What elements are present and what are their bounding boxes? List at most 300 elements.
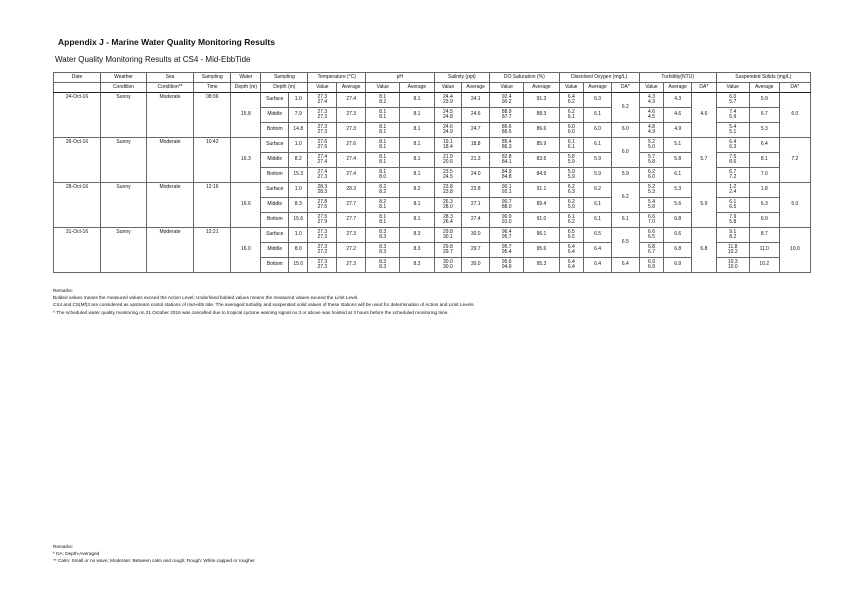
salinity-value-reading: 23.5 — [443, 168, 453, 175]
footer-remarks-line: * DA: Depth-Averaged — [53, 551, 100, 557]
temperature-value-reading: 27.3 — [317, 264, 328, 270]
dissolved-oxygen-value — [559, 228, 584, 243]
suspended-solids-value-reading: 9.1 — [729, 228, 737, 235]
turbidity-value-reading: 5.8 — [648, 159, 655, 165]
do-saturation-value-reading: 90.1 — [501, 183, 512, 190]
temperature-value-reading: 27.3 — [317, 93, 328, 100]
do-saturation-average: 95.3 — [524, 258, 559, 273]
sampling-level-label: Middle — [261, 108, 289, 123]
turbidity-value — [639, 168, 664, 183]
sampling-level-label: Surface — [261, 228, 289, 243]
ph-value — [366, 243, 400, 258]
dissolved-oxygen-average: 6.3 — [584, 93, 612, 108]
temperature-value — [308, 228, 337, 243]
ph-average: 8.1 — [400, 108, 434, 123]
dissolved-oxygen-average: 6.0 — [584, 123, 612, 138]
suspended-solids-value — [716, 93, 749, 108]
do-saturation-value-reading: 95.4 — [501, 249, 512, 255]
do-saturation-average: 96.1 — [524, 228, 559, 243]
turbidity-average: 5.3 — [664, 183, 692, 198]
water-depth-cell: 16.0 — [231, 228, 261, 273]
do-saturation-value-reading: 94.9 — [501, 264, 512, 270]
temperature-value — [308, 243, 337, 258]
do-saturation-average: 89.4 — [524, 198, 559, 213]
do-saturation-average: 84.9 — [524, 168, 559, 183]
ph-value-reading: 8.1 — [379, 129, 387, 135]
dissolved-oxygen-value-reading: 5.9 — [567, 168, 575, 175]
salinity-value-reading: 24.6 — [443, 123, 453, 130]
do-saturation-value — [490, 228, 524, 243]
salinity-value — [434, 198, 462, 213]
header-subcolumn: Value — [366, 83, 400, 93]
temperature-value-reading: 27.6 — [317, 138, 328, 145]
ph-average: 8.1 — [400, 138, 434, 153]
turbidity-da: 5.7 — [692, 138, 717, 183]
turbidity-value-reading: 6.8 — [648, 243, 655, 250]
temperature-value-reading: 27.8 — [317, 198, 328, 205]
do-saturation-average: 85.9 — [524, 138, 559, 153]
do-saturation-value-reading: 82.8 — [501, 153, 512, 160]
turbidity-average: 4.3 — [664, 93, 692, 108]
ph-value-reading: 8.3 — [379, 258, 387, 265]
dissolved-oxygen-average: 6.2 — [584, 183, 612, 198]
suspended-solids-value — [716, 228, 749, 243]
ph-value — [366, 108, 400, 123]
do-saturation-average: 86.6 — [524, 123, 559, 138]
sampling-level-label: Middle — [261, 198, 289, 213]
turbidity-da: 5.9 — [692, 183, 717, 228]
do-saturation-value — [490, 198, 524, 213]
header-subcolumn: DA* — [611, 83, 639, 93]
sea-condition-cell: Moderate — [147, 138, 194, 183]
temperature-value-reading: 27.3 — [317, 108, 328, 115]
temperature-value-reading: 27.3 — [317, 234, 328, 240]
do-saturation-value-reading: 92.4 — [501, 93, 512, 100]
turbidity-value-reading: 5.0 — [648, 144, 655, 150]
suspended-solids-value — [716, 213, 749, 228]
suspended-solids-value-reading: 10.2 — [727, 249, 738, 255]
ph-value — [366, 213, 400, 228]
suspended-solids-average: 6.3 — [749, 198, 779, 213]
water-depth-cell: 15.8 — [231, 93, 261, 138]
do-saturation-value-reading: 86.5 — [501, 129, 512, 135]
salinity-value — [434, 213, 462, 228]
dissolved-oxygen-value — [559, 258, 584, 273]
dissolved-oxygen-value-reading: 6.2 — [567, 183, 575, 190]
ph-value — [366, 198, 400, 213]
dissolved-oxygen-da-bottom: 6.0 — [611, 123, 639, 138]
do-saturation-value-reading: 95.6 — [501, 258, 512, 265]
salinity-value-reading: 19.1 — [443, 138, 453, 145]
dissolved-oxygen-average: 5.9 — [584, 153, 612, 168]
header-row-1 — [54, 73, 811, 83]
ph-value — [366, 93, 400, 108]
dissolved-oxygen-value-reading: 6.1 — [567, 114, 575, 120]
dissolved-oxygen-value-reading: 5.8 — [567, 153, 575, 160]
ph-value-reading: 8.1 — [379, 123, 387, 130]
turbidity-value — [639, 198, 664, 213]
do-saturation-value — [490, 183, 524, 198]
temperature-value-reading: 27.5 — [317, 213, 328, 220]
suspended-solids-value-reading: 6.7 — [729, 168, 737, 175]
ph-value-reading: 8.3 — [379, 243, 387, 250]
ph-value-reading: 8.2 — [379, 99, 387, 105]
suspended-solids-value-reading: 5.4 — [729, 123, 737, 130]
ph-value-reading: 8.1 — [379, 108, 387, 115]
ph-value-reading: 8.1 — [379, 138, 387, 145]
suspended-solids-average: 6.4 — [749, 138, 779, 153]
salinity-average: 23.8 — [462, 183, 490, 198]
suspended-solids-value-reading: 10.3 — [727, 258, 738, 265]
ph-value-reading: 8.3 — [379, 264, 387, 270]
remarks-line: Bolded values means the measured values exceed the Action Level; Underlined bolded values means the measured values exceed the Limit Level. — [53, 295, 359, 301]
table-row — [54, 228, 811, 243]
temperature-value — [308, 138, 337, 153]
suspended-solids-average: 5.9 — [749, 93, 779, 108]
ph-value-reading: 8.1 — [379, 159, 387, 165]
sampling-depth-cell: 8.3 — [289, 198, 308, 213]
footer-remarks-line: ** Calm: Small or no wave; Moderate: Between calm and rough; Rough: White capped or rougher — [53, 558, 255, 564]
table-row — [54, 183, 811, 198]
salinity-value-reading: 30.1 — [443, 234, 453, 240]
do-saturation-average: 95.6 — [524, 243, 559, 258]
salinity-value-reading: 26.4 — [443, 219, 453, 225]
salinity-value-reading: 24.9 — [443, 129, 453, 135]
do-saturation-value-reading: 87.7 — [501, 114, 512, 120]
ph-value-reading: 8.1 — [379, 114, 387, 120]
salinity-average: 24.6 — [462, 108, 490, 123]
dissolved-oxygen-value-reading: 5.9 — [567, 174, 575, 180]
temperature-value-reading: 27.3 — [317, 174, 328, 180]
suspended-solids-value — [716, 153, 749, 168]
header-group: Salinity (ppt) — [434, 73, 490, 83]
turbidity-value-reading: 4.3 — [648, 93, 655, 100]
temperature-value — [308, 213, 337, 228]
table-subtitle: Water Quality Monitoring Results at CS4 - Mid-EbbTide — [55, 55, 251, 64]
sampling-level-label: Bottom — [261, 123, 289, 138]
suspended-solids-value — [716, 138, 749, 153]
suspended-solids-value-reading: 5.1 — [729, 129, 737, 135]
suspended-solids-average: 10.2 — [749, 258, 779, 273]
header-subcolumn: Average — [524, 83, 559, 93]
suspended-solids-value-reading: 5.8 — [729, 219, 737, 225]
ph-value-reading: 8.1 — [379, 168, 387, 175]
do-saturation-value-reading: 86.6 — [501, 123, 512, 130]
salinity-value-reading: 23.9 — [443, 99, 453, 105]
suspended-solids-value-reading: 6.5 — [729, 204, 737, 210]
header-subcolumn: Average — [584, 83, 612, 93]
salinity-average: 18.8 — [462, 138, 490, 153]
dissolved-oxygen-value — [559, 138, 584, 153]
turbidity-average: 6.6 — [664, 228, 692, 243]
salinity-average: 29.7 — [462, 243, 490, 258]
temperature-value — [308, 168, 337, 183]
suspended-solids-value-reading: 6.4 — [729, 138, 737, 145]
turbidity-value-reading: 5.8 — [648, 204, 655, 210]
suspended-solids-value-reading: 7.5 — [729, 153, 737, 160]
do-saturation-value-reading: 84.8 — [501, 174, 512, 180]
suspended-solids-average: 11.0 — [749, 243, 779, 258]
turbidity-value-reading: 4.5 — [648, 114, 655, 120]
do-saturation-value — [490, 243, 524, 258]
suspended-solids-value-reading: 2.4 — [729, 189, 737, 195]
dissolved-oxygen-average: 6.4 — [584, 258, 612, 273]
ph-average: 8.1 — [400, 123, 434, 138]
ph-average: 8.3 — [400, 258, 434, 273]
header-subcolumn: Value — [716, 83, 749, 93]
footer-remarks — [53, 543, 255, 565]
sampling-depth-cell: 8.0 — [289, 243, 308, 258]
sampling-time-cell: 10:42 — [194, 138, 231, 183]
water-quality-table — [53, 72, 811, 273]
temperature-average: 27.3 — [337, 108, 366, 123]
turbidity-value-reading: 6.6 — [648, 213, 655, 220]
do-saturation-value — [490, 168, 524, 183]
dissolved-oxygen-value — [559, 213, 584, 228]
dissolved-oxygen-average: 6.1 — [584, 138, 612, 153]
salinity-value — [434, 228, 462, 243]
temperature-value — [308, 123, 337, 138]
suspended-solids-value — [716, 243, 749, 258]
ph-value-reading: 8.0 — [379, 174, 387, 180]
ph-value — [366, 258, 400, 273]
salinity-value-reading: 24.4 — [443, 93, 453, 100]
header-weather-sub: Condition — [101, 83, 147, 93]
ph-value-reading: 8.2 — [379, 189, 387, 195]
dissolved-oxygen-da: 6.2 — [611, 183, 639, 213]
dissolved-oxygen-da: 6.0 — [611, 138, 639, 168]
ph-value-reading: 8.2 — [379, 198, 387, 205]
suspended-solids-average: 5.3 — [749, 123, 779, 138]
dissolved-oxygen-value-reading: 6.4 — [567, 249, 575, 255]
suspended-solids-da: 7.2 — [779, 138, 810, 183]
sea-condition-cell: Moderate — [147, 183, 194, 228]
footer-remarks-line: Remarks: — [53, 544, 74, 549]
suspended-solids-value-reading: 5.7 — [729, 99, 737, 105]
table-row — [54, 138, 811, 153]
salinity-value-reading: 26.3 — [443, 198, 453, 205]
salinity-value-reading: 18.4 — [443, 144, 453, 150]
turbidity-average: 6.9 — [664, 258, 692, 273]
page-title: Appendix J - Marine Water Quality Monitoring Results — [58, 37, 275, 47]
header-sampling-time: Sampling — [194, 73, 231, 83]
dissolved-oxygen-value-reading: 6.2 — [567, 219, 575, 225]
ph-average: 8.3 — [400, 243, 434, 258]
ph-value-reading: 8.1 — [379, 204, 387, 210]
dissolved-oxygen-value-reading: 6.2 — [567, 198, 575, 205]
dissolved-oxygen-value-reading: 6.5 — [567, 234, 575, 240]
suspended-solids-value — [716, 123, 749, 138]
temperature-value — [308, 93, 337, 108]
header-subcolumn: Value — [559, 83, 584, 93]
turbidity-value-reading: 5.4 — [648, 198, 655, 205]
dissolved-oxygen-value — [559, 183, 584, 198]
do-saturation-value — [490, 213, 524, 228]
header-subcolumn: Average — [664, 83, 692, 93]
weather-cell: Sunny — [101, 228, 147, 273]
suspended-solids-average: 7.0 — [749, 168, 779, 183]
do-saturation-value-reading: 88.0 — [501, 204, 512, 210]
date-cell: 28-Oct-16 — [54, 183, 101, 228]
suspended-solids-value — [716, 108, 749, 123]
sampling-depth-cell: 1.0 — [289, 183, 308, 198]
water-depth-cell: 16.3 — [231, 138, 261, 183]
turbidity-average: 5.8 — [664, 153, 692, 168]
header-group: Dissolved Oxygen (mg/L) — [559, 73, 639, 83]
remarks-line: Remarks: — [53, 288, 74, 293]
ph-value-reading: 8.3 — [379, 228, 387, 235]
weather-cell: Sunny — [101, 93, 147, 138]
turbidity-value — [639, 243, 664, 258]
do-saturation-value-reading: 91.0 — [501, 219, 512, 225]
header-sampling-time-sub: Time — [194, 83, 231, 93]
sampling-level-label: Middle — [261, 243, 289, 258]
dissolved-oxygen-da: 6.2 — [611, 93, 639, 123]
salinity-value-reading: 29.8 — [443, 228, 453, 235]
temperature-average: 27.2 — [337, 243, 366, 258]
header-subcolumn: Average — [462, 83, 490, 93]
sampling-depth-cell: 15.3 — [289, 168, 308, 183]
dissolved-oxygen-value-reading: 6.5 — [567, 228, 575, 235]
ph-average: 8.1 — [400, 168, 434, 183]
sampling-time-cell: 12:16 — [194, 183, 231, 228]
turbidity-da: 6.8 — [692, 228, 717, 273]
remarks-line: CS4 and CS(Mf)3 are considered as upstream contol stations of mid-ebb tide. The averaged turbidity and suspended solid values of these stations will be used for determination of Action and Limit Levels. — [53, 302, 475, 308]
date-cell: 26-Oct-16 — [54, 138, 101, 183]
temperature-average: 27.7 — [337, 198, 366, 213]
suspended-solids-value-reading: 8.6 — [729, 159, 737, 165]
dissolved-oxygen-value-reading: 6.0 — [567, 123, 575, 130]
turbidity-value — [639, 123, 664, 138]
salinity-average: 27.4 — [462, 213, 490, 228]
temperature-average: 27.3 — [337, 228, 366, 243]
temperature-value-reading: 28.3 — [317, 189, 328, 195]
dissolved-oxygen-average: 6.5 — [584, 228, 612, 243]
turbidity-value-reading: 5.7 — [648, 153, 655, 160]
temperature-average: 27.4 — [337, 153, 366, 168]
salinity-value-reading: 24.5 — [443, 174, 453, 180]
ph-average: 8.1 — [400, 93, 434, 108]
temperature-value-reading: 28.3 — [317, 183, 328, 190]
sampling-time-cell: 08:06 — [194, 93, 231, 138]
salinity-value — [434, 93, 462, 108]
suspended-solids-value-reading: 5.9 — [729, 114, 737, 120]
header-subcolumn: Average — [400, 83, 434, 93]
temperature-value-reading: 27.3 — [317, 243, 328, 250]
turbidity-value — [639, 258, 664, 273]
turbidity-value-reading: 6.9 — [648, 258, 655, 265]
turbidity-average: 5.6 — [664, 198, 692, 213]
dissolved-oxygen-value-reading: 6.4 — [567, 243, 575, 250]
dissolved-oxygen-da-bottom: 6.1 — [611, 213, 639, 228]
ph-value-reading: 8.1 — [379, 219, 387, 225]
temperature-average: 27.4 — [337, 168, 366, 183]
turbidity-value-reading: 4.9 — [648, 129, 655, 135]
turbidity-value — [639, 93, 664, 108]
salinity-value — [434, 183, 462, 198]
suspended-solids-value — [716, 168, 749, 183]
salinity-value-reading: 23.8 — [443, 183, 453, 190]
salinity-value-reading: 24.5 — [443, 108, 453, 115]
header-subcolumn: Average — [749, 83, 779, 93]
turbidity-value — [639, 153, 664, 168]
header-subcolumn: Value — [490, 83, 524, 93]
turbidity-value — [639, 108, 664, 123]
temperature-average: 28.3 — [337, 183, 366, 198]
header-group: Temperature (°C) — [308, 73, 366, 83]
dissolved-oxygen-value — [559, 198, 584, 213]
sea-condition-cell: Moderate — [147, 93, 194, 138]
sampling-level-label: Bottom — [261, 258, 289, 273]
turbidity-average: 6.8 — [664, 243, 692, 258]
turbidity-value-reading: 6.7 — [648, 249, 655, 255]
salinity-average: 24.1 — [462, 93, 490, 108]
temperature-value-reading: 27.3 — [317, 123, 328, 130]
salinity-average: 30.0 — [462, 258, 490, 273]
sampling-level-label: Middle — [261, 153, 289, 168]
ph-average: 8.1 — [400, 213, 434, 228]
header-group: pH — [366, 73, 434, 83]
dissolved-oxygen-da-bottom: 6.4 — [611, 258, 639, 273]
weather-cell: Sunny — [101, 138, 147, 183]
turbidity-da: 4.6 — [692, 93, 717, 138]
do-saturation-value — [490, 138, 524, 153]
sampling-depth-cell: 15.0 — [289, 258, 308, 273]
remarks-line: ^ The scheduled water quality monitoring on 21 October 2016 was cancelled due to tropical cyclone warning signal no.3 or above was hoisted at 3 hours before the scheduled monitoring time. — [53, 309, 449, 315]
turbidity-value-reading: 5.2 — [648, 183, 655, 190]
dissolved-oxygen-value-reading: 6.2 — [567, 108, 575, 115]
do-saturation-average: 91.0 — [524, 213, 559, 228]
header-group: Suspended Solids (mg/L) — [716, 73, 810, 83]
dissolved-oxygen-value-reading: 6.4 — [567, 264, 575, 270]
suspended-solids-value-reading: 1.2 — [729, 183, 737, 190]
turbidity-value — [639, 183, 664, 198]
header-date-sub — [54, 83, 101, 93]
do-saturation-value-reading: 84.9 — [501, 168, 512, 175]
turbidity-value-reading: 4.6 — [648, 108, 655, 115]
do-saturation-average: 83.5 — [524, 153, 559, 168]
salinity-value — [434, 108, 462, 123]
do-saturation-value-reading: 85.4 — [501, 138, 512, 145]
dissolved-oxygen-da-bottom: 5.9 — [611, 168, 639, 183]
do-saturation-value — [490, 258, 524, 273]
sampling-depth-cell: 14.8 — [289, 123, 308, 138]
dissolved-oxygen-value-reading: 5.9 — [567, 159, 575, 165]
ph-average: 8.1 — [400, 198, 434, 213]
dissolved-oxygen-value — [559, 108, 584, 123]
dissolved-oxygen-value-reading: 6.1 — [567, 138, 575, 145]
do-saturation-value-reading: 84.1 — [501, 159, 512, 165]
temperature-value-reading: 27.3 — [317, 114, 328, 120]
sampling-level-label: Bottom — [261, 168, 289, 183]
suspended-solids-average: 8.1 — [749, 153, 779, 168]
ph-average: 8.3 — [400, 228, 434, 243]
salinity-value-reading: 20.6 — [443, 159, 453, 165]
weather-cell: Sunny — [101, 183, 147, 228]
turbidity-value — [639, 138, 664, 153]
do-saturation-value-reading: 90.9 — [501, 213, 512, 220]
temperature-value-reading: 27.4 — [317, 168, 328, 175]
dissolved-oxygen-value-reading: 6.4 — [567, 93, 575, 100]
temperature-value-reading: 27.9 — [317, 219, 328, 225]
ph-value-reading: 8.1 — [379, 144, 387, 150]
sampling-level-label: Surface — [261, 93, 289, 108]
turbidity-value-reading: 6.6 — [648, 228, 655, 235]
header-sea-sub: Condition** — [147, 83, 194, 93]
temperature-average: 27.4 — [337, 93, 366, 108]
do-saturation-value-reading: 90.7 — [501, 198, 512, 205]
header-subcolumn: DA* — [779, 83, 810, 93]
